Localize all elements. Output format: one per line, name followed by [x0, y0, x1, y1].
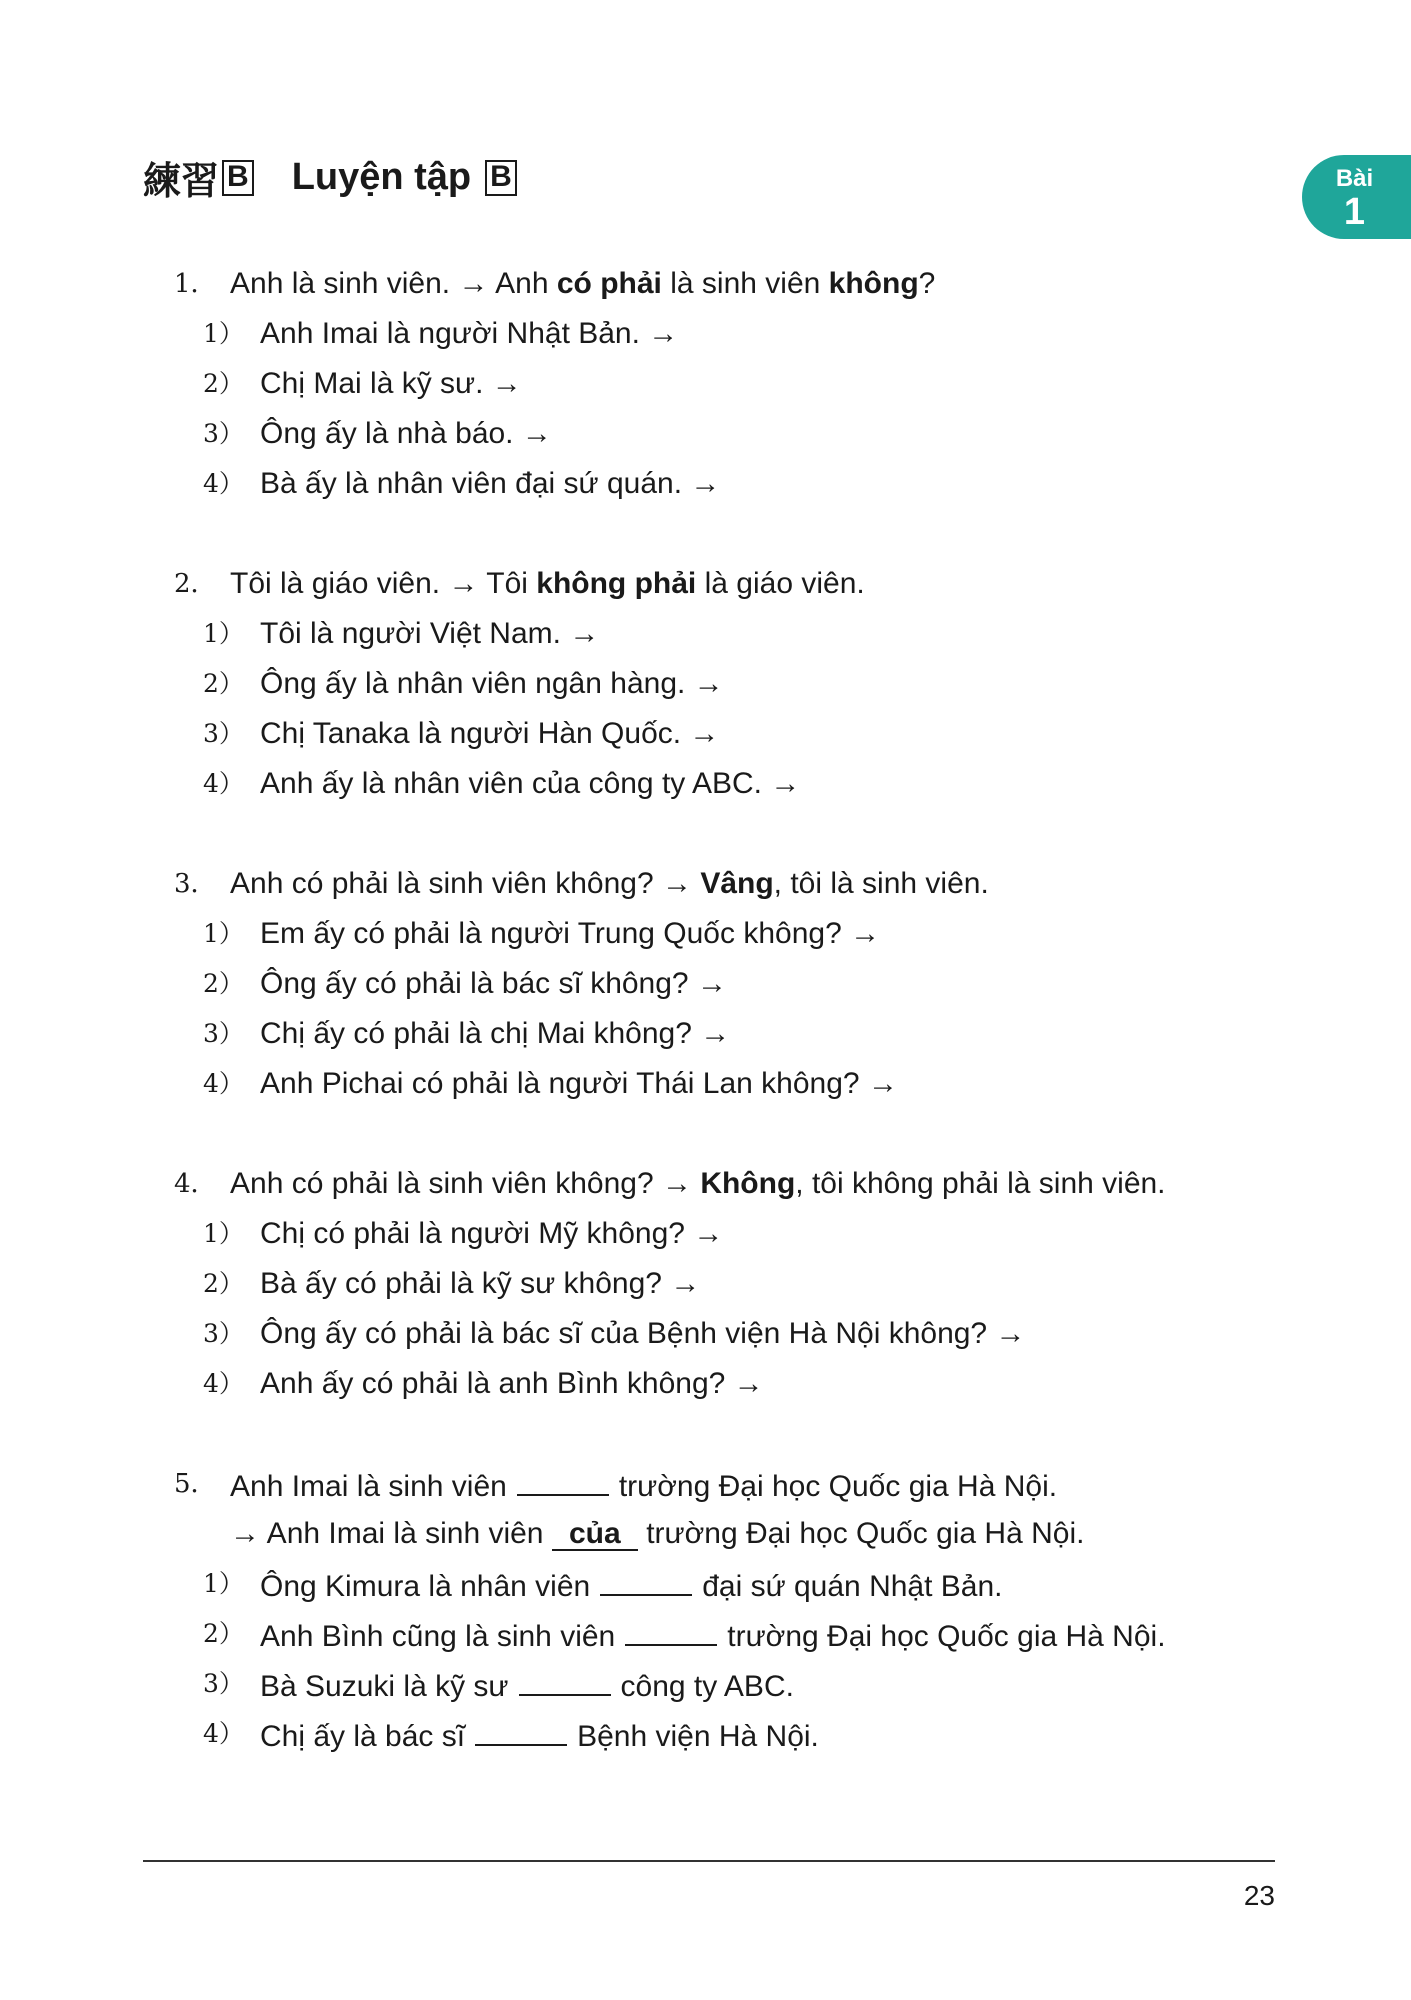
answer-blank	[600, 1566, 692, 1596]
exercise-number: 4．	[174, 1169, 217, 1199]
exercise-example: Anh Imai là sinh viên trường Đại học Quốc gia Hà Nội.	[230, 1466, 1057, 1505]
footer-divider	[143, 1860, 1275, 1862]
page-number: 23	[1243, 1880, 1275, 1911]
answer-blank	[519, 1666, 611, 1696]
title-vietnamese-box: B	[485, 160, 517, 196]
title-vietnamese: Luyện tập	[291, 156, 472, 198]
exercise-example: Anh có phải là sinh viên không? → Không, tôi không phải là sinh viên.	[230, 1167, 1166, 1200]
lesson-tab	[1302, 155, 1411, 239]
exercise-number: 3．	[174, 869, 217, 899]
answer-blank	[625, 1616, 717, 1646]
answer-blank	[517, 1466, 609, 1496]
title-japanese-box: B	[222, 160, 254, 196]
exercise-example: Anh có phải là sinh viên không? → Vâng, tôi là sinh viên.	[230, 867, 989, 900]
answer-blank	[475, 1716, 567, 1746]
exercise-number: 2．	[174, 569, 217, 599]
exercise-example: Anh là sinh viên. → Anh có phải là sinh viên không?	[230, 267, 936, 300]
lesson-tab-label: Bài	[1335, 165, 1374, 192]
filled-answer: của	[552, 1519, 638, 1551]
exercise-number: 5．	[174, 1469, 217, 1499]
exercise-number: 1．	[174, 269, 217, 299]
exercise-example: Tôi là giáo viên. → Tôi không phải là giáo viên.	[230, 567, 865, 600]
lesson-tab-number: 1	[1343, 191, 1366, 233]
page-title	[143, 150, 517, 205]
title-japanese: 練習	[143, 159, 220, 203]
